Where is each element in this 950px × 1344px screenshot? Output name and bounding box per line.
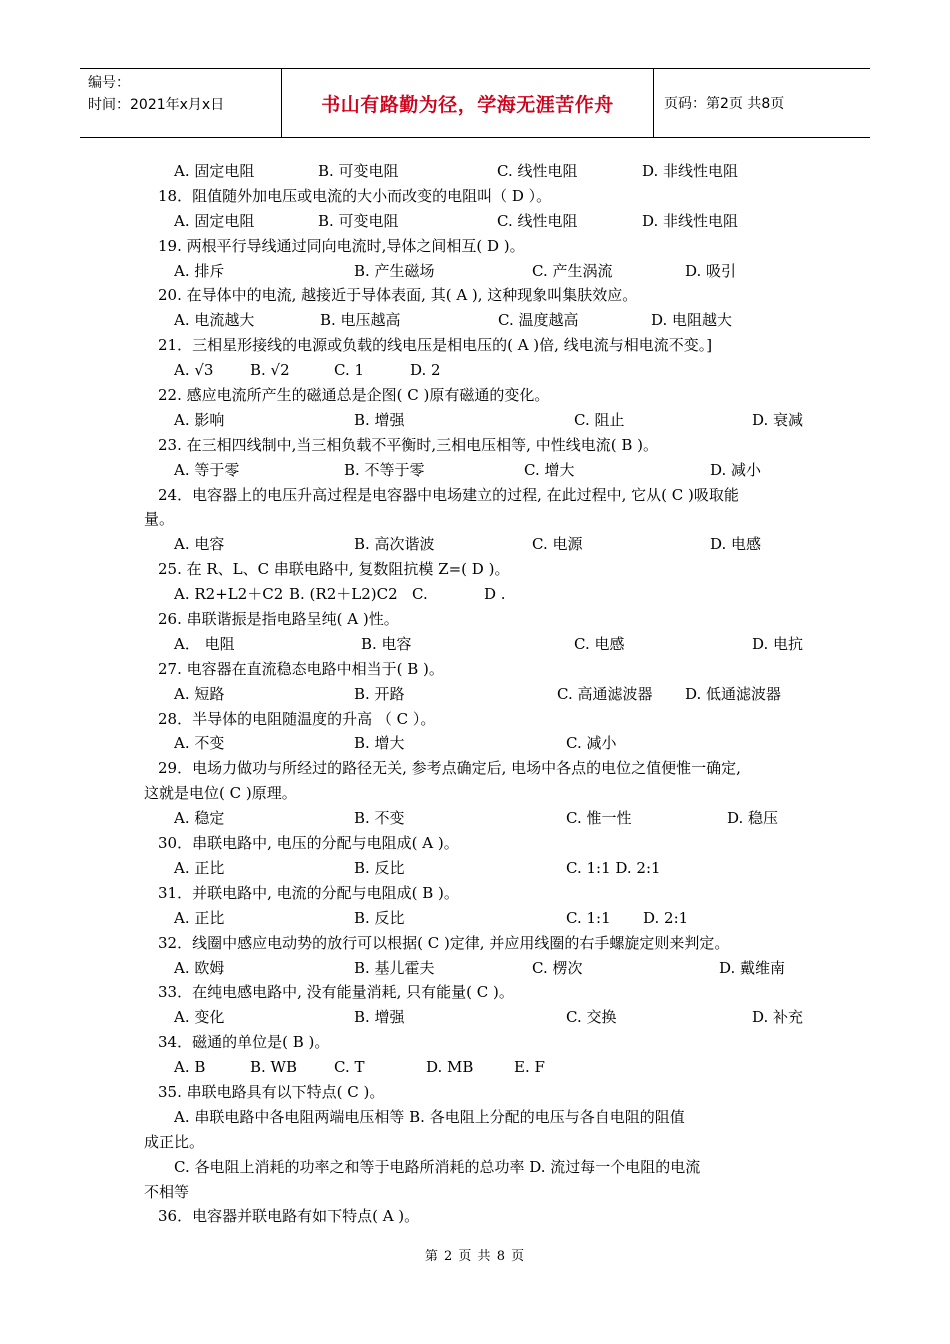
option-item: A. 排斥 xyxy=(174,261,225,280)
option-item: D. 低通滤波器 xyxy=(685,684,782,703)
option-item: B. 高次谐波 xyxy=(354,535,435,554)
option-item: B. 增强 xyxy=(354,410,405,429)
option-item: D. 减小 xyxy=(710,460,762,479)
option-item: D. 稳压 xyxy=(727,809,779,828)
options-row xyxy=(144,682,812,707)
option-item: C. 减小 xyxy=(566,734,617,753)
options-row xyxy=(144,956,812,981)
question-text: 33．在纯电感电路中, 没有能量消耗, 只有能量( C )。 xyxy=(158,983,514,1002)
option-item: C. 温度越高 xyxy=(498,311,579,330)
question-text: 28．半导体的电阻随温度的升高 （ C ）。 xyxy=(158,709,436,728)
option-item: D. 2 xyxy=(410,361,441,380)
option-item: C. 1 xyxy=(334,361,365,380)
option-item: D. 电抗 xyxy=(752,634,804,653)
options-row xyxy=(144,1005,812,1030)
option-item: A. R2+L2＋C2 xyxy=(174,585,284,604)
question-text: 24．电容器上的电压升高过程是电容器中电场建立的过程, 在此过程中, 它从( C )吸取能 xyxy=(158,485,739,504)
question-text: 35. 串联电路具有以下特点( C )。 xyxy=(158,1082,385,1101)
options-row xyxy=(144,532,812,557)
question-list xyxy=(144,159,812,1229)
option-item: A. 欧姆 xyxy=(174,958,225,977)
options-row xyxy=(144,731,812,756)
option-item: C. 惟一性 xyxy=(566,809,632,828)
options-row: C. 各电阻上消耗的功率之和等于电路所消耗的总功率 D. 流过每一个电阻的电流 xyxy=(174,1157,701,1176)
question-text: 26. 串联谐振是指电路呈纯( A )性。 xyxy=(158,610,399,629)
question-text: 19. 两根平行导线通过同向电流时,导体之间相互( D )。 xyxy=(158,236,525,255)
page-footer: 第 2 页 共 8 页 xyxy=(424,1249,526,1264)
option-item: A. 固定电阻 xyxy=(174,162,255,180)
continuation-text: 成正比。 xyxy=(144,1132,205,1151)
option-item: C. T xyxy=(334,1058,365,1077)
option-item: B. 增大 xyxy=(354,734,405,753)
option-item: D. 补充 xyxy=(752,1008,804,1027)
question-text: 20. 在导体中的电流, 越接近于导体表面, 其( A ), 这种现象叫集肤效应。 xyxy=(158,286,638,305)
question-text: 27. 电容器在直流稳态电路中相当于( B )。 xyxy=(158,659,444,678)
options-row xyxy=(144,408,812,433)
question-text: 30．串联电路中, 电压的分配与电阻成( A )。 xyxy=(158,834,459,853)
options-row xyxy=(144,358,812,383)
option-item: D. 衰减 xyxy=(752,410,804,429)
option-item: A. √3 xyxy=(174,361,214,380)
option-item: B. 开路 xyxy=(354,684,405,703)
option-item: A. 电流越大 xyxy=(174,311,255,330)
question-text: 18．阻值随外加电压或电流的大小而改变的电阻叫（ D ）。 xyxy=(158,186,552,205)
option-item: D. 电阻越大 xyxy=(651,311,733,330)
option-item: D. MB xyxy=(426,1058,474,1077)
option-item: C. 线性电阻 xyxy=(497,211,578,230)
option-item: B. 不变 xyxy=(354,809,405,828)
option-item: C. 1:1 xyxy=(566,908,611,927)
option-item: A. 不变 xyxy=(174,734,225,753)
option-item: B. 基儿霍夫 xyxy=(354,958,435,977)
options-row xyxy=(144,209,812,234)
option-item: B. 产生磁场 xyxy=(354,261,435,280)
options-row: A. 串联电路中各电阻两端电压相等 B. 各电阻上分配的电压与各自电阻的阻值 xyxy=(174,1107,685,1126)
continuation-text: 这就是电位( C )原理。 xyxy=(144,784,297,803)
time-label: 时间：2021年x月x日 xyxy=(88,97,225,113)
options-row xyxy=(144,806,812,831)
option-item: B. 增强 xyxy=(354,1008,405,1027)
option-item: B. 反比 xyxy=(354,908,405,927)
option-item: C. 线性电阻 xyxy=(497,162,578,180)
option-item: C. 电源 xyxy=(532,535,583,554)
options-row xyxy=(144,1055,812,1080)
options-row xyxy=(144,582,812,607)
option-item: C. 楞次 xyxy=(532,958,583,977)
option-item: E. F xyxy=(514,1058,545,1077)
question-text: 25. 在 R、L、C 串联电路中, 复数阻抗模 Z=( D )。 xyxy=(158,560,510,579)
number-label: 编号： xyxy=(88,75,130,91)
question-text: 36．电容器并联电路有如下特点( A )。 xyxy=(158,1207,420,1226)
option-item: B. (R2＋L2)C2 xyxy=(289,585,398,604)
option-item: B. √2 xyxy=(250,361,290,380)
option-item: B. 可变电阻 xyxy=(318,211,399,230)
option-item: A. 变化 xyxy=(174,1008,225,1027)
option-item: A. 短路 xyxy=(174,684,225,703)
continuation-text: 量。 xyxy=(144,510,175,529)
option-item: C. 阻止 xyxy=(574,410,625,429)
header-page-info: 页码：第2页 共8页 xyxy=(664,96,785,112)
options-row xyxy=(144,856,812,881)
question-text: 23. 在三相四线制中,当三相负载不平衡时,三相电压相等, 中性线电流( B )。 xyxy=(158,435,658,454)
option-item: C. 高通滤波器 xyxy=(557,684,653,703)
option-item: A. 固定电阻 xyxy=(174,211,255,230)
option-item: C. 增大 xyxy=(524,460,575,479)
question-text: 22. 感应电流所产生的磁通总是企图( C )原有磁通的变化。 xyxy=(158,386,550,405)
option-item: D . xyxy=(484,585,506,604)
option-item: C. xyxy=(412,585,428,604)
option-item: D. 吸引 xyxy=(685,261,737,280)
option-item: A． 电阻 xyxy=(174,634,235,653)
options-row xyxy=(144,458,812,483)
option-item: C. 电感 xyxy=(574,634,625,653)
option-item: A. 稳定 xyxy=(174,809,225,828)
question-text: 29．电场力做功与所经过的路径无关, 参考点确定后, 电场中各点的电位之值便惟一确定, xyxy=(158,759,741,778)
option-item: D. 2:1 xyxy=(643,908,689,927)
option-item: A. 正比 xyxy=(174,858,225,877)
option-item: C. 1:1 D. 2:1 xyxy=(566,858,661,877)
option-item: D. 非线性电阻 xyxy=(642,211,739,230)
option-item: B. 电容 xyxy=(361,634,412,653)
option-item: B. 电压越高 xyxy=(320,311,401,330)
options-row xyxy=(144,906,812,931)
question-text: 34．磁通的单位是( B )。 xyxy=(158,1033,330,1052)
option-item: A. 电容 xyxy=(174,535,225,554)
question-text: 21．三相星形接线的电源或负载的线电压是相电压的( A )倍, 线电流与相电流不变。] xyxy=(158,336,713,355)
option-item: D. 戴维南 xyxy=(719,958,786,977)
option-item: B. 反比 xyxy=(354,858,405,877)
option-item: C. 交换 xyxy=(566,1008,617,1027)
option-item: A. 等于零 xyxy=(174,460,240,479)
option-item: D. 非线性电阻 xyxy=(642,162,739,180)
question-text: 31．并联电路中, 电流的分配与电阻成( B )。 xyxy=(158,883,459,902)
header-motto: 书山有路勤为径，学海无涯苦作舟 xyxy=(282,69,654,137)
page-header xyxy=(80,68,870,138)
options-row xyxy=(144,159,812,184)
option-item: D. 电感 xyxy=(710,535,762,554)
options-row xyxy=(144,308,812,333)
option-item: A. 正比 xyxy=(174,908,225,927)
continuation-text: 不相等 xyxy=(144,1182,190,1201)
option-item: C. 产生涡流 xyxy=(532,261,613,280)
option-item: A. B xyxy=(174,1058,206,1077)
question-text: 32．线圈中感应电动势的放行可以根据( C )定律, 并应用线圈的右手螺旋定则来判定。 xyxy=(158,933,730,952)
option-item: B. 不等于零 xyxy=(344,460,425,479)
options-row xyxy=(144,632,812,657)
option-item: B. WB xyxy=(250,1058,297,1077)
option-item: A. 影响 xyxy=(174,410,225,429)
header-meta xyxy=(80,69,282,137)
options-row xyxy=(144,259,812,284)
option-item: B. 可变电阻 xyxy=(318,162,399,180)
